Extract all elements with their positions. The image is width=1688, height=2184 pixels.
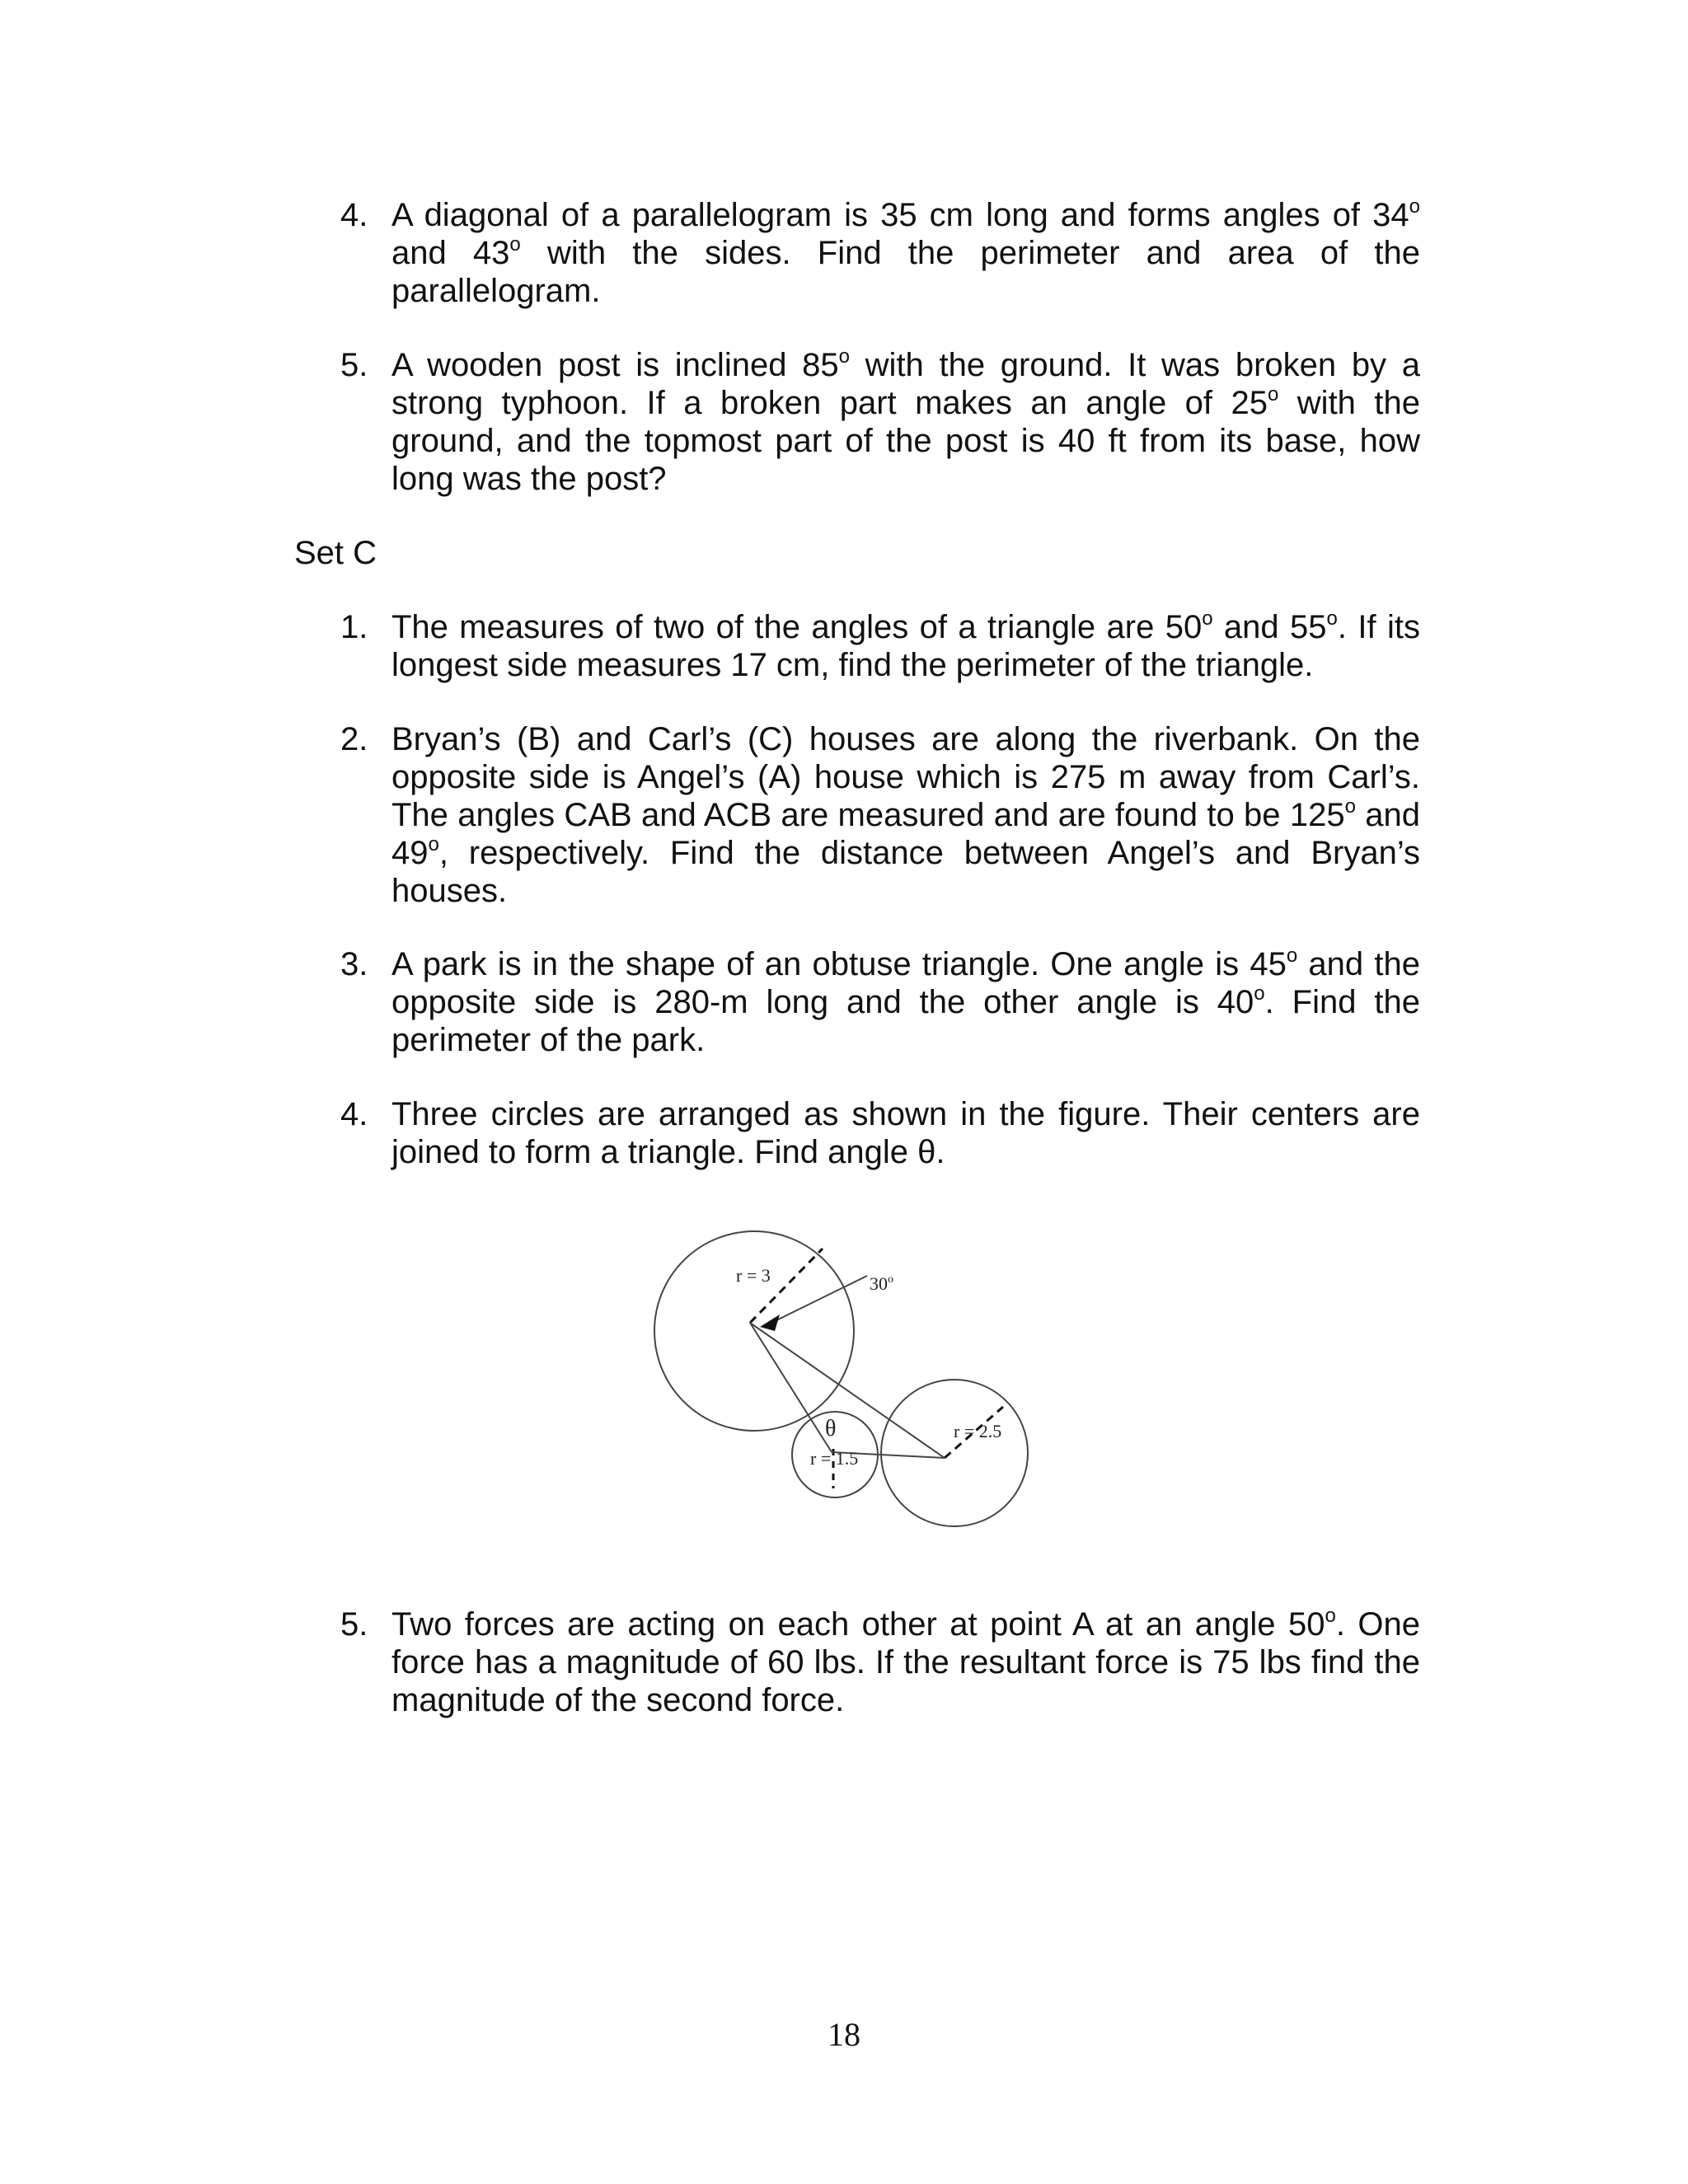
degree-mark: o — [1202, 607, 1213, 630]
problem-text — [392, 346, 1420, 498]
set-c-problem-2 — [340, 720, 1420, 910]
label-r15: r = 1.5 — [810, 1448, 859, 1469]
text-run: . If its — [1337, 609, 1420, 645]
three-circles-figure — [643, 1220, 1055, 1533]
problem-line — [392, 945, 1420, 983]
text-run: . Find the — [1264, 984, 1420, 1020]
text-run: and the — [1297, 946, 1420, 982]
problem-text — [392, 608, 1420, 684]
text-run: Two forces are acting on each other at point A at an angle 50 — [392, 1606, 1325, 1643]
problem-number: 5. — [340, 347, 368, 383]
triangle-side-large-small — [750, 1323, 832, 1452]
problem-text — [392, 196, 1420, 310]
degree-mark: o — [1254, 982, 1265, 1005]
problem-line: magnitude of the second force. — [392, 1682, 845, 1718]
problem-line: joined to form a triangle. Find angle θ. — [392, 1134, 945, 1170]
angle-arrowhead — [760, 1315, 780, 1331]
text-run: strong typhoon. If a broken part makes an angle of 25 — [392, 385, 1268, 421]
problem-line: opposite side is Angel’s (A) house which is 275 m away from Carl’s. — [392, 759, 1420, 795]
problem-line — [392, 234, 1420, 272]
text-run: . One — [1335, 1606, 1420, 1643]
problem-number: 5. — [340, 1606, 368, 1643]
problem-line: houses. — [392, 873, 508, 909]
label-angle-value: 30 — [870, 1273, 888, 1294]
problem-number: 3. — [340, 946, 368, 982]
degree-mark: o — [1344, 795, 1356, 818]
problem-line — [392, 608, 1420, 646]
radius-large-dashed — [750, 1249, 823, 1323]
problem-number: 4. — [340, 1096, 368, 1132]
set-c-problem-3 — [340, 945, 1420, 1059]
text-run: with the sides. Find the perimeter and area of the — [520, 235, 1420, 271]
problem-line: force has a magnitude of 60 lbs. If the resultant force is 75 lbs find the — [392, 1644, 1420, 1680]
problem-line — [392, 834, 1420, 872]
problem-line — [392, 196, 1420, 234]
text-run: The measures of two of the angles of a triangle are 50 — [392, 609, 1203, 645]
circle-large — [654, 1231, 854, 1431]
degree-mark: o — [1326, 607, 1338, 630]
degree-mark: o — [1267, 383, 1279, 405]
label-angle — [870, 1273, 893, 1294]
text-run: 49 — [392, 835, 429, 871]
text-run: A wooden post is inclined 85 — [392, 347, 839, 383]
problem-text — [392, 1095, 1420, 1171]
text-run: and 55 — [1212, 609, 1327, 645]
problem-text — [392, 720, 1420, 910]
problem-line: Bryan’s (B) and Carl’s (C) houses are along the riverbank. On the — [392, 721, 1420, 757]
problem-line: parallelogram. — [392, 273, 601, 309]
problem-line: longest side measures 17 cm, find the perimeter of the triangle. — [392, 647, 1314, 683]
degree-mark: o — [1409, 195, 1420, 218]
problem-line: long was the post? — [392, 461, 667, 497]
degree-mark: o — [1325, 1605, 1336, 1627]
problem-4-parallelogram — [340, 196, 1420, 310]
degree-mark: o — [1286, 944, 1298, 967]
problem-number: 4. — [340, 197, 368, 233]
problem-number: 1. — [340, 609, 368, 645]
problem-text — [392, 1605, 1420, 1719]
text-run: and — [1355, 797, 1420, 833]
problem-line — [392, 346, 1420, 384]
text-run: with the — [1278, 385, 1420, 421]
problem-line: perimeter of the park. — [392, 1022, 706, 1058]
set-c-heading: Set C — [294, 535, 377, 571]
text-run: A diagonal of a parallelogram is 35 cm long and forms angles of 34 — [392, 197, 1409, 233]
text-run: opposite side is 280-m long and the other angle is 40 — [392, 984, 1254, 1020]
text-run: , respectively. Find the distance between Angel’s and Bryan’s — [438, 835, 1420, 871]
text-run: with the ground. It was broken by a — [849, 347, 1420, 383]
degree-mark: o — [838, 345, 850, 368]
set-c-problem-1 — [340, 608, 1420, 684]
problem-line — [392, 384, 1420, 422]
problem-number: 2. — [340, 721, 368, 757]
problem-line: ground, and the topmost part of the post is 40 ft from its base, how — [392, 423, 1420, 459]
problem-5-wooden-post — [340, 346, 1420, 498]
degree-mark: o — [509, 233, 521, 255]
set-c-problem-5 — [340, 1605, 1420, 1719]
problem-line: Three circles are arranged as shown in the figure. Their centers are — [392, 1096, 1420, 1132]
three-circles-diagram — [643, 1220, 1055, 1533]
label-r3: r = 3 — [736, 1265, 771, 1286]
page-number: 18 — [828, 2016, 860, 2053]
problem-line — [392, 796, 1420, 834]
text-run: A park is in the shape of an obtuse triangle. One angle is 45 — [392, 946, 1287, 982]
problem-line — [392, 983, 1420, 1021]
problem-line — [392, 1605, 1420, 1643]
text-run: The angles CAB and ACB are measured and are found to be 125 — [392, 797, 1345, 833]
label-r25: r = 2.5 — [954, 1421, 1002, 1441]
label-angle-degree: o — [888, 1273, 893, 1286]
text-run: and 43 — [392, 235, 510, 271]
circle-medium — [881, 1380, 1028, 1526]
problem-text — [392, 945, 1420, 1059]
degree-mark: o — [428, 833, 439, 855]
label-theta: θ — [825, 1416, 837, 1441]
set-c-problem-4 — [340, 1095, 1420, 1171]
